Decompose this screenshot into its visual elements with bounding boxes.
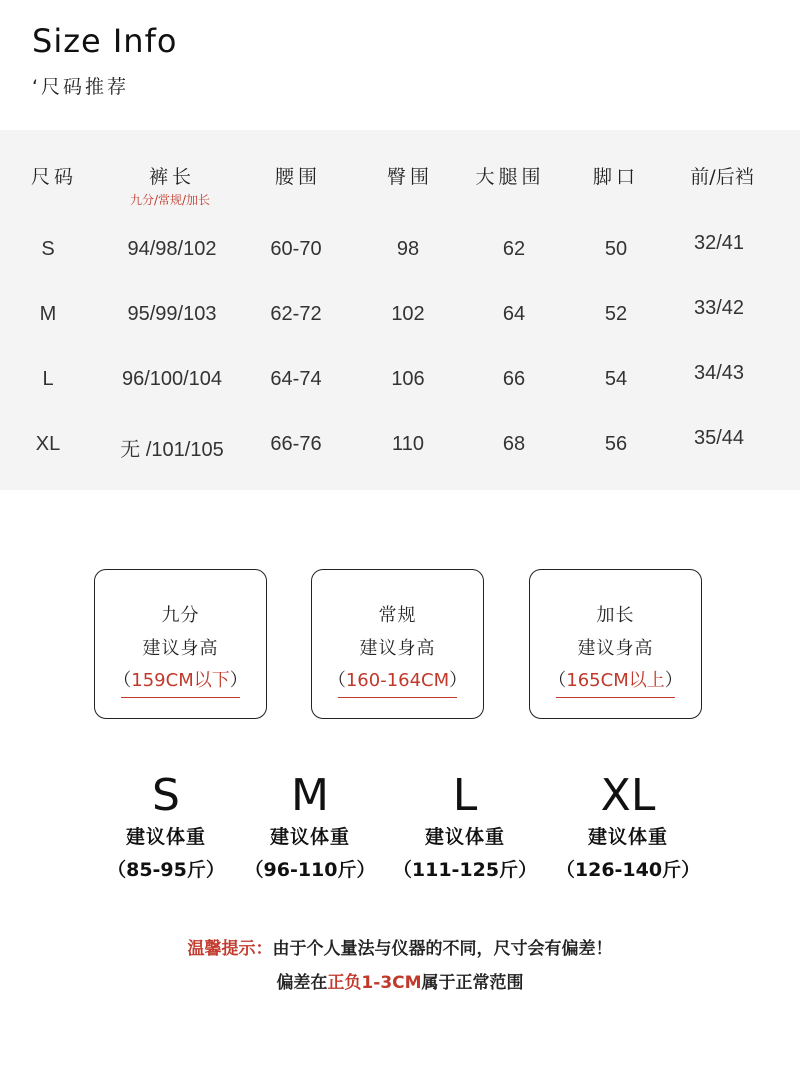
table-cell: 35/44 (693, 427, 745, 449)
header-leg-opening: 脚口 (592, 166, 640, 188)
size-letter: M (291, 770, 329, 821)
table-cell: 66-76 (270, 433, 322, 455)
weight-size-l (380, 772, 550, 882)
table-cell: 68 (502, 433, 526, 455)
size-table (0, 130, 800, 490)
box-name: 常规 (378, 605, 417, 626)
weight-size-xl (543, 772, 713, 882)
table-cell: 32/41 (693, 232, 745, 254)
table-cell: 64 (502, 303, 526, 325)
header-length-note: 九分/常规/加长 (129, 193, 211, 207)
table-cell: 50 (604, 238, 628, 260)
page-subtitle: ‘尺码推荐 (32, 76, 130, 98)
header-rise: 前/后裆 (690, 166, 754, 188)
header-length: 裤长 (148, 166, 196, 188)
table-cell: M (39, 303, 57, 325)
table-cell: 96/100/104 (121, 368, 223, 390)
weight-size-m (225, 772, 395, 882)
box-label: 建议身高 (359, 638, 436, 659)
table-cell: 54 (604, 368, 628, 390)
height-box-nine-tenths (94, 569, 267, 719)
size-letter: L (452, 770, 478, 821)
box-range: （159CM以下） (113, 670, 248, 691)
size-letter: XL (600, 770, 656, 821)
size-range: （126-140斤） (555, 859, 701, 881)
table-cell: 33/42 (693, 297, 745, 319)
header-hip: 臀围 (386, 166, 434, 188)
box-name: 加长 (596, 605, 635, 626)
header-thigh: 大腿围 (475, 166, 545, 188)
box-label: 建议身高 (142, 638, 219, 659)
page-title: Size Info (32, 22, 178, 60)
table-cell: 110 (392, 433, 424, 455)
box-label: 建议身高 (577, 638, 654, 659)
box-underline (556, 697, 675, 698)
box-underline (121, 697, 240, 698)
table-cell: 62 (502, 238, 526, 260)
table-cell: 60-70 (270, 238, 322, 260)
header-waist: 腰围 (274, 166, 322, 188)
size-label: 建议体重 (587, 826, 668, 848)
height-box-long (529, 569, 702, 719)
table-cell: XL (35, 433, 61, 455)
table-cell: 56 (604, 433, 628, 455)
table-cell: 62-72 (270, 303, 322, 325)
size-range: （111-125斤） (392, 859, 538, 881)
box-name: 九分 (161, 605, 200, 626)
box-range: （160-164CM） (327, 670, 468, 691)
table-cell: 52 (604, 303, 628, 325)
size-label: 建议体重 (424, 826, 505, 848)
tip-line-2: 偏差在正负1-3CM属于正常范围 (276, 973, 524, 993)
table-cell: 106 (391, 368, 425, 390)
table-cell: 64-74 (270, 368, 322, 390)
box-underline (338, 697, 457, 698)
size-range: （85-95斤） (107, 859, 225, 881)
table-cell: 66 (502, 368, 526, 390)
header-size: 尺码 (30, 166, 78, 188)
table-cell: 98 (396, 238, 420, 260)
table-cell: S (41, 238, 55, 260)
size-range: （96-110斤） (244, 859, 376, 881)
height-box-regular (311, 569, 484, 719)
box-range: （165CM以上） (548, 670, 683, 691)
size-letter: S (152, 770, 180, 821)
size-label: 建议体重 (269, 826, 350, 848)
table-cell: L (42, 368, 54, 390)
table-cell: 95/99/103 (127, 303, 217, 325)
tip-line-1: 温馨提示：由于个人量法与仪器的不同，尺寸会有偏差！ (187, 939, 613, 959)
table-cell: 34/43 (693, 362, 745, 384)
size-label: 建议体重 (125, 826, 206, 848)
table-cell: 102 (391, 303, 425, 325)
table-cell: 94/98/102 (127, 238, 217, 260)
table-cell: 无 /101/105 (120, 439, 224, 461)
